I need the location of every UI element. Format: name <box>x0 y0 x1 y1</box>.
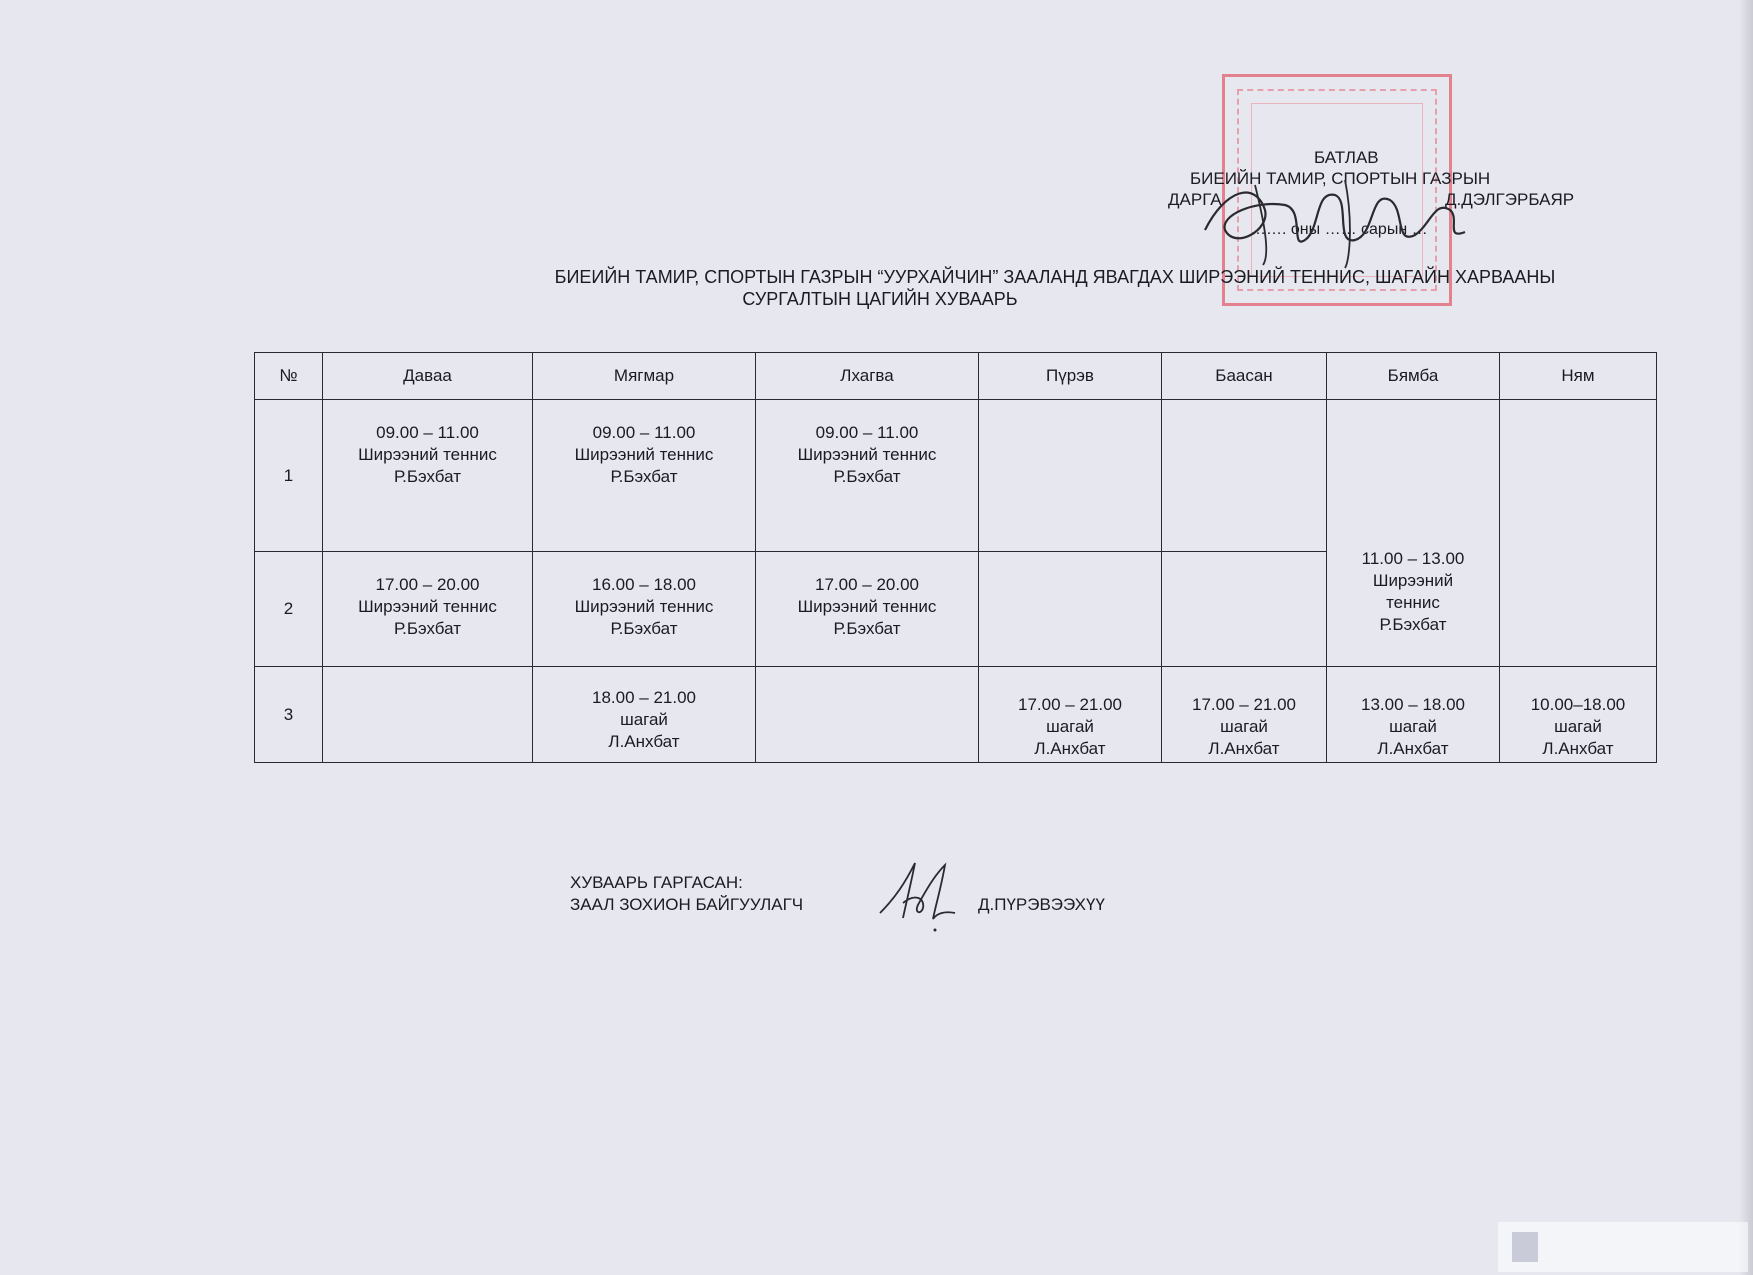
header-sunday: Ням <box>1500 353 1657 400</box>
schedule-cell: 17.00 – 20.00 Ширээний теннис Р.Бэхбат <box>323 552 533 667</box>
footer-line-1: ХУВААРЬ ГАРГАСАН: <box>570 873 743 892</box>
document-title <box>440 266 1670 310</box>
approval-role: ДАРГА <box>1168 190 1222 209</box>
header-tuesday: Мягмар <box>533 353 756 400</box>
header-monday: Даваа <box>323 353 533 400</box>
schedule-cell: 16.00 – 18.00 Ширээний теннис Р.Бэхбат <box>533 552 756 667</box>
empty-cell <box>1162 552 1327 667</box>
schedule-cell: 09.00 – 11.00 Ширээний теннис Р.Бэхбат <box>533 400 756 552</box>
schedule-table <box>254 352 1657 763</box>
approval-organization: БИЕИЙН ТАМИР, СПОРТЫН ГАЗРЫН <box>1190 169 1491 188</box>
watermark-corner <box>1498 1222 1748 1272</box>
header-saturday: Бямба <box>1327 353 1500 400</box>
director-signature <box>1195 170 1485 270</box>
schedule-cell: 10.00–18.00 шагай Л.Анхбат <box>1500 667 1657 763</box>
approval-date-line: ……. оны …… сарын … <box>1250 221 1428 238</box>
header-friday: Баасан <box>1162 353 1327 400</box>
empty-cell <box>979 400 1162 552</box>
schedule-cell: 17.00 – 21.00 шагай Л.Анхбат <box>1162 667 1327 763</box>
approval-heading: БАТЛАВ <box>1314 148 1379 167</box>
logo-icon <box>1512 1232 1538 1262</box>
approval-name: Д.ДЭЛГЭРБАЯР <box>1445 190 1575 209</box>
organizer-signature <box>875 853 965 933</box>
empty-cell <box>756 667 979 763</box>
schedule-cell: 09.00 – 11.00 Ширээний теннис Р.Бэхбат <box>756 400 979 552</box>
saturday-merged-cell: 11.00 – 13.00 Ширээний теннис Р.Бэхбат <box>1327 400 1500 667</box>
schedule-cell: 09.00 – 11.00 Ширээний теннис Р.Бэхбат <box>323 400 533 552</box>
title-line-1: БИЕИЙН ТАМИР, СПОРТЫН ГАЗРЫН “УУРХАЙЧИН” ЗААЛАНД ЯВАГДАХ ШИРЭЭНИЙ ТЕННИС, ШАГАЙН ХАРВААНЫ <box>554 267 1556 287</box>
table-header-row <box>255 353 1657 400</box>
empty-cell <box>1500 400 1657 667</box>
row-number: 1 <box>255 400 323 552</box>
title-line-2: СУРГАЛТЫН ЦАГИЙН ХУВААРЬ <box>742 289 1018 309</box>
table-row <box>255 400 1657 552</box>
row-number: 3 <box>255 667 323 763</box>
footer-name: Д.ПҮРЭВЭЭХҮҮ <box>978 895 1105 914</box>
footer-line-2: ЗААЛ ЗОХИОН БАЙГУУЛАГЧ <box>570 895 804 914</box>
schedule-cell: 13.00 – 18.00 шагай Л.Анхбат <box>1327 667 1500 763</box>
table-row <box>255 667 1657 763</box>
schedule-cell: 18.00 – 21.00 шагай Л.Анхбат <box>533 667 756 763</box>
schedule-cell: 17.00 – 20.00 Ширээний теннис Р.Бэхбат <box>756 552 979 667</box>
header-thursday: Пүрэв <box>979 353 1162 400</box>
empty-cell <box>1162 400 1327 552</box>
empty-cell <box>323 667 533 763</box>
empty-cell <box>979 552 1162 667</box>
paper-edge-shadow <box>1739 0 1753 1275</box>
row-number: 2 <box>255 552 323 667</box>
header-number: № <box>255 353 323 400</box>
footer-signoff <box>570 872 1105 916</box>
header-wednesday: Лхагва <box>756 353 979 400</box>
schedule-cell: 17.00 – 21.00 шагай Л.Анхбат <box>979 667 1162 763</box>
